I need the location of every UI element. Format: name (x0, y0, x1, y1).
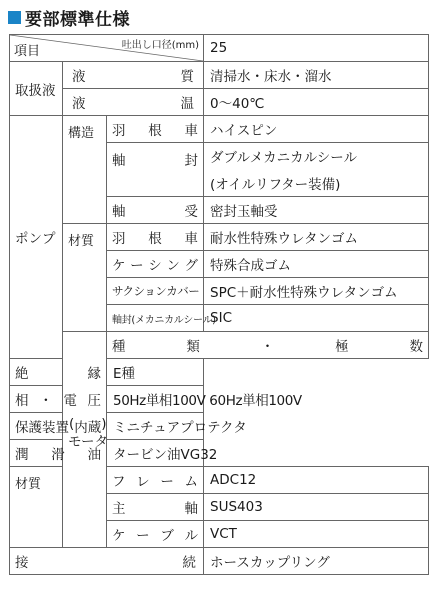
table-row (10, 359, 429, 386)
title-square-icon (8, 11, 21, 24)
row-value-continued: (オイルリフター装備) (204, 170, 429, 197)
row-value: 清掃水・床水・溜水 (204, 62, 429, 89)
header-item-cell (10, 35, 204, 62)
table-row (10, 332, 429, 359)
row-name: ケ ー ブ ル (107, 521, 204, 548)
row-value: 50Hz単相100V 60Hz単相100V (107, 386, 204, 413)
table-row (10, 116, 429, 143)
row-name: ケ ー シ ン グ (107, 251, 204, 278)
row-name: 保 護 装 置 ( 内 蔵 ) (10, 413, 107, 440)
header-item-label: 項目 (14, 44, 41, 59)
pump-label: ポンプ (10, 116, 63, 359)
header-size-label: 吐出し口径(mm) (121, 40, 200, 51)
pump-material-label: 材質 (63, 224, 107, 332)
motor-label: モータ (63, 332, 107, 548)
row-value: ミニチュアプロテクタ (107, 413, 204, 440)
row-value: タービン油VG32 (107, 440, 204, 467)
row-name: 液 質 (63, 62, 204, 89)
section-title (8, 4, 130, 30)
row-name: 相 ・ 電 圧 (10, 386, 107, 413)
row-value: 密封玉軸受 (204, 197, 429, 224)
table-row (10, 386, 429, 413)
row-name: 羽 根 車 (107, 224, 204, 251)
table-row (10, 224, 429, 251)
row-name: 羽 根 車 (107, 116, 204, 143)
table-row (10, 89, 429, 116)
table-header-row (10, 35, 429, 62)
row-value: 特殊合成ゴム (204, 251, 429, 278)
row-name: サクションカバー (107, 278, 204, 305)
row-value: VCT (204, 521, 429, 548)
handling-label: 取扱液 (10, 62, 63, 116)
row-name: 液 温 (63, 89, 204, 116)
connection-value: ホースカップリング (204, 548, 429, 575)
row-name: 軸封(メカニカルシール) (107, 305, 204, 332)
row-name: 主 軸 (107, 494, 204, 521)
title-text: 要部標準仕様 (25, 9, 130, 30)
table-row (10, 413, 429, 440)
row-value: ハイスピン (204, 116, 429, 143)
row-value: 耐水性特殊ウレタンゴム (204, 224, 429, 251)
row-name: 絶 縁 (10, 359, 107, 386)
row-value: ADC12 (204, 467, 429, 494)
motor-material-label: 材質 (10, 467, 63, 548)
row-value: E種 (107, 359, 204, 386)
row-value: SPC＋耐水性特殊ウレタンゴム (204, 278, 429, 305)
row-name: 種 類 ・ 極 数 (107, 332, 429, 359)
table-row (10, 548, 429, 575)
row-value: 0〜40℃ (204, 89, 429, 116)
connection-label: 接 続 (10, 548, 204, 575)
pump-structure-label: 構造 (63, 116, 107, 224)
row-name: 軸 封 (107, 143, 204, 197)
row-value: SUS403 (204, 494, 429, 521)
row-value: SIC (204, 305, 429, 332)
row-name: 潤 滑 油 (10, 440, 107, 467)
row-name: 軸 受 (107, 197, 204, 224)
row-name: フ レ ー ム (107, 467, 204, 494)
spec-table (9, 34, 429, 575)
table-row (10, 62, 429, 89)
row-value: ダブルメカニカルシール (204, 143, 429, 170)
header-size-value: 25 (204, 35, 429, 62)
